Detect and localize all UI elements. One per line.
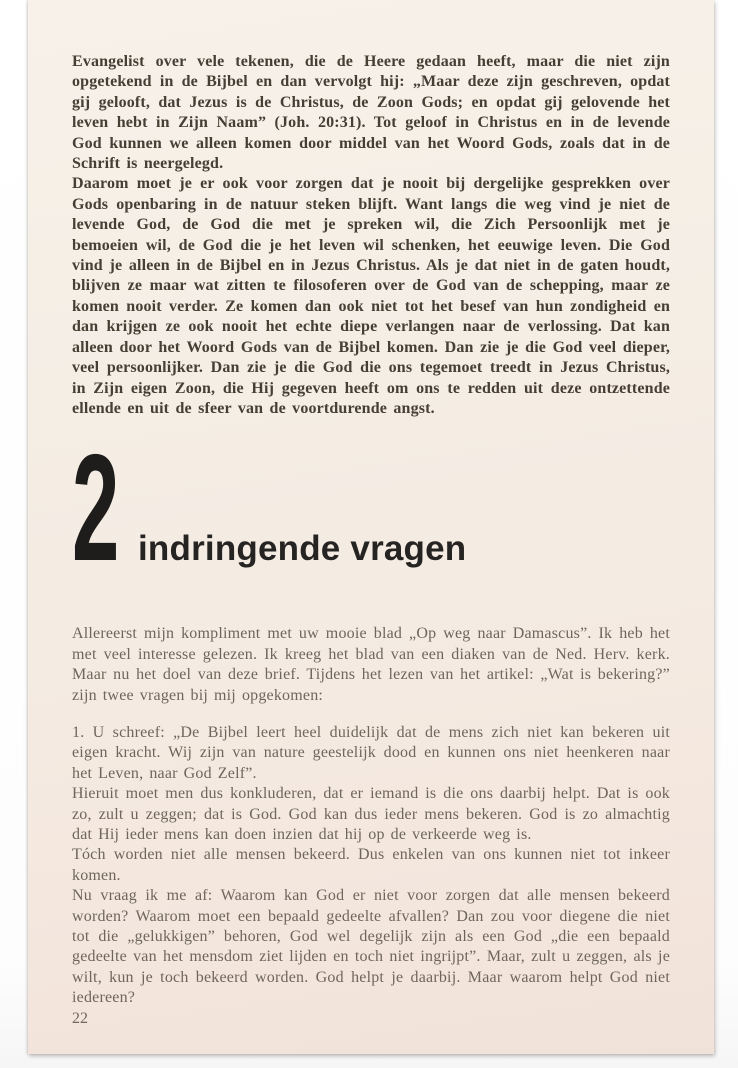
letter-paragraph-4: Tóch worden niet alle mensen bekeerd. Dus enkelen van ons kunnen niet tot inkeer komen. bbox=[72, 846, 670, 884]
chapter-heading bbox=[72, 423, 670, 594]
letter-section bbox=[72, 624, 670, 1008]
chapter-number: 2 bbox=[72, 423, 120, 594]
letter-paragraph-1: Allereerst mijn kompliment met uw mooie blad „Op weg naar Damascus”. Ik heb het met veel interesse gelezen. Ik kreeg het blad van een diaken van de Ned. Herv. kerk. Maar nu het doel van deze brief. Tijdens het lezen van het artikel: „Wat is bekering?” zijn twee vragen bij mij opgekomen: bbox=[72, 625, 670, 704]
letter-paragraph-2: 1. U schreef: „De Bijbel leert heel duidelijk dat de mens zich niet kan bekeren uit eigen kracht. Wij zijn van nature geestelijk dood en kunnen ons niet heenkeren naar het Leven, naar God Zelf”. bbox=[72, 723, 670, 782]
book-page bbox=[28, 0, 714, 1054]
intro-paragraph-2: Daarom moet je er ook voor zorgen dat je nooit bij dergelijke gesprekken over Gods openbaring in de natuur steken blijft. Want langs die weg vind je niet de levende God, de God die met je spreken wil, die Zich Persoonlijk met je bemoeien wil, de God die je het leven wil schenken, het eeuwige leven. Die God vind je alleen in de Bijbel en in Jezus Christus. Als je dat niet in de gaten houdt, blijven ze maar wat zitten te filosoferen over de God van de schepping, maar ze komen nooit verder. Ze komen dan ook niet tot het besef van hun zondigheid en dan krijgen ze ook nooit het echte diepe verlangen naar de verlossing. Dat kan alleen door het Woord Gods van de Bijbel komen. Dan zie je die God veel dieper, veel persoonlijker. Dan zie je die God die ons tegemoet treedt in Jezus Christus, in Zijn eigen Zoon, die Hij gegeven heeft om ons te redden uit deze ontzettende ellende en uit de sfeer van de voortdurende angst. bbox=[72, 175, 670, 417]
chapter-title: indringende vragen bbox=[138, 529, 467, 569]
intro-paragraph-1: Evangelist over vele tekenen, die de Heere gedaan heeft, maar die niet zijn opgetekend in de Bijbel en dan vervolgt hij: „Maar deze zijn geschreven, opdat gij gelooft, dat Jezus is de Christus, de Zoon Gods; en opdat gij gelovende het leven hebt in Zijn Naam” (Joh. 20:31). Tot geloof in Christus en in de levende God kunnen we alleen komen door middel van het Woord Gods, zoals dat in de Schrift is neergelegd. bbox=[72, 53, 670, 173]
letter-paragraph-3: Hieruit moet men dus konkluderen, dat er iemand is die ons daarbij helpt. Dat is ook zo, zult u zeggen; dat is God. God kan dus ieder mens bekeren. God is zo almachtig dat Hij ieder mens kan doen inzien dat hij op de verkeerde weg is. bbox=[72, 785, 670, 843]
page-number: 22 bbox=[72, 1009, 88, 1027]
page-content bbox=[72, 52, 670, 1029]
intro-section bbox=[72, 52, 670, 419]
letter-paragraph-5: Nu vraag ik me af: Waarom kan God er niet voor zorgen dat alle mensen bekeerd worden? Waarom moet een bepaald gedeelte afvallen? Dan zou voor diegene die niet tot die „gelukkigen” behoren, God wel degelijk zijn als een God „die een bepaald gedeelte van het mensdom ziet lijden en toch niet ingrijpt”. Maar, zult u zeggen, als je wilt, kun je toch bekeerd worden. God helpt je daarbij. Maar waarom helpt God niet iedereen? bbox=[72, 887, 670, 1007]
